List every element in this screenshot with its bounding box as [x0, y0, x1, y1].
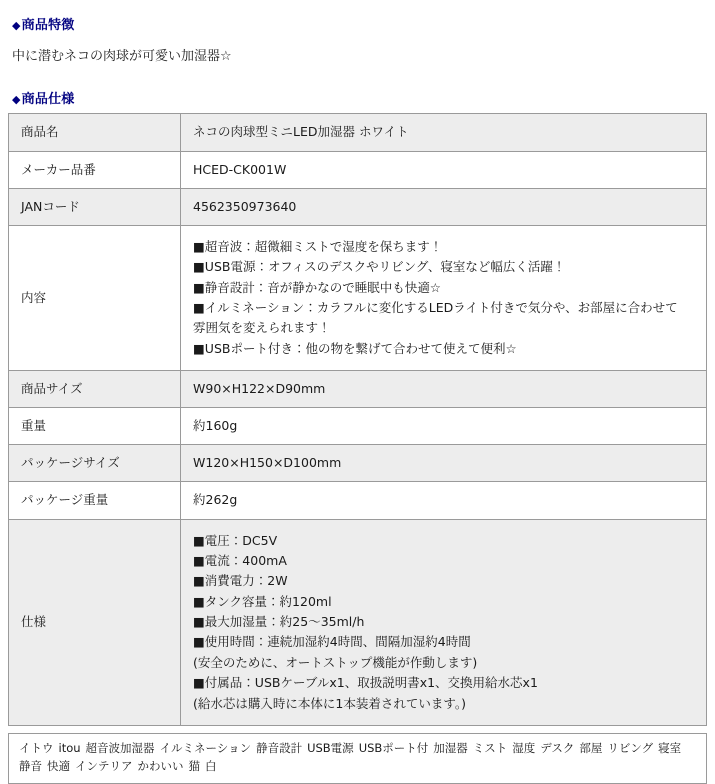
table-row [9, 371, 707, 408]
spec-value-line: ■タンク容量：約120ml [193, 593, 332, 609]
spec-value-line: ■イルミネーション：カラフルに変化するLEDライト付きで気分や、お部屋に合わせて [193, 299, 678, 315]
table-row [9, 188, 707, 225]
diamond-bullet-icon: ◆ [12, 18, 21, 32]
spec-value-line: ■電流：400mA [193, 552, 287, 568]
keyword-tag: リビング [607, 740, 654, 755]
section-spacer [8, 66, 707, 92]
spec-row-label: JANコード [9, 188, 181, 225]
keyword-tag: 猫 [188, 758, 200, 773]
keyword-tag: かわいい [137, 758, 184, 773]
spec-row-value: 約160g [181, 408, 707, 445]
table-row [9, 225, 707, 370]
specification-table-body [9, 114, 707, 726]
table-row [9, 519, 707, 725]
keyword-tag: イルミネーション [159, 740, 252, 755]
spec-row-value: 約262g [181, 482, 707, 519]
table-row [9, 445, 707, 482]
spec-value-line: ■最大加湿量：約25〜35ml/h [193, 614, 365, 629]
spec-row-value: HCED-CK001W [181, 151, 707, 188]
spec-value-line: (安全のために、オートストップ機能が作動します) [193, 654, 478, 670]
spec-value-line: (給水芯は購入時に本体に1本装着されています。) [193, 695, 466, 711]
spec-row-value [181, 519, 707, 725]
spec-value-line: ■使用時間：連続加湿約4時間、間隔加湿約4時間 [193, 634, 471, 650]
section-heading-spec [12, 92, 707, 108]
spec-value-line-list [193, 531, 700, 714]
keyword-tag: イトウ [19, 740, 54, 755]
spec-row-value: ネコの肉球型ミニLED加湿器 ホワイト [181, 114, 707, 151]
spec-value-line: ■静音設計：音が静かなので睡眠中も快適☆ [193, 279, 442, 295]
spec-value-line: ■電圧：DC5V [193, 532, 278, 548]
section-heading-feature [12, 18, 707, 34]
spec-value-line: ■超音波：超微細ミストで湿度を保ちます！ [193, 238, 443, 254]
spec-row-value: W120×H150×D100mm [181, 445, 707, 482]
keyword-tag: 寝室 [658, 740, 682, 755]
spec-row-label: パッケージサイズ [9, 445, 181, 482]
keyword-tag: 白 [205, 758, 217, 773]
specification-table [8, 113, 707, 726]
spec-value-line: ■消費電力：2W [193, 573, 288, 589]
keyword-tag: USBポート付 [358, 740, 429, 755]
keyword-tag: デスク [540, 740, 575, 755]
section-heading-spec-label: 商品仕様 [21, 91, 75, 107]
spec-row-label: 内容 [9, 225, 181, 370]
spec-row-value: W90×H122×D90mm [181, 371, 707, 408]
keyword-tag: 超音波加湿器 [85, 740, 155, 755]
keyword-tag: 静音 [19, 758, 42, 773]
section-heading-feature-label: 商品特徴 [21, 18, 75, 33]
spec-row-label: 商品サイズ [9, 371, 181, 408]
keyword-tag: USB電源 [307, 740, 354, 755]
keyword-tag: 快適 [47, 758, 70, 773]
keyword-tag-box [8, 733, 707, 784]
table-row [9, 482, 707, 519]
spec-row-label: メーカー品番 [9, 151, 181, 188]
keyword-tag: 加湿器 [433, 740, 468, 755]
spec-row-label: 商品名 [9, 114, 181, 151]
table-row [9, 408, 707, 445]
table-row [9, 114, 707, 151]
keyword-tag: ミスト [472, 740, 508, 755]
spec-value-line: ■USB電源：オフィスのデスクやリビング、寝室など幅広く活躍！ [193, 259, 566, 275]
diamond-bullet-icon: ◆ [12, 92, 21, 106]
keyword-tag: インテリア [75, 758, 133, 773]
spec-row-label: 重量 [9, 408, 181, 445]
spec-value-line: ■USBポート付き：他の物を繋げて合わせて使えて便利☆ [193, 340, 517, 356]
keyword-tag: itou [58, 740, 81, 755]
keyword-tag: 湿度 [512, 740, 536, 755]
spec-value-line-list [193, 237, 700, 359]
table-row [9, 151, 707, 188]
keyword-tag: 静音設計 [256, 740, 303, 755]
spec-row-label: パッケージ重量 [9, 482, 181, 519]
spec-row-value: 4562350973640 [181, 188, 707, 225]
spec-value-line: ■付属品：USBケーブルx1、取扱説明書x1、交換用給水芯x1 [193, 675, 538, 691]
spec-row-value [181, 225, 707, 370]
keyword-tag: 部屋 [579, 740, 603, 755]
spec-row-label: 仕様 [9, 519, 181, 725]
spec-value-line: 雰囲気を変えられます！ [193, 320, 331, 336]
feature-description: 中に潜むネコの肉球が可愛い加湿器☆ [12, 48, 232, 64]
